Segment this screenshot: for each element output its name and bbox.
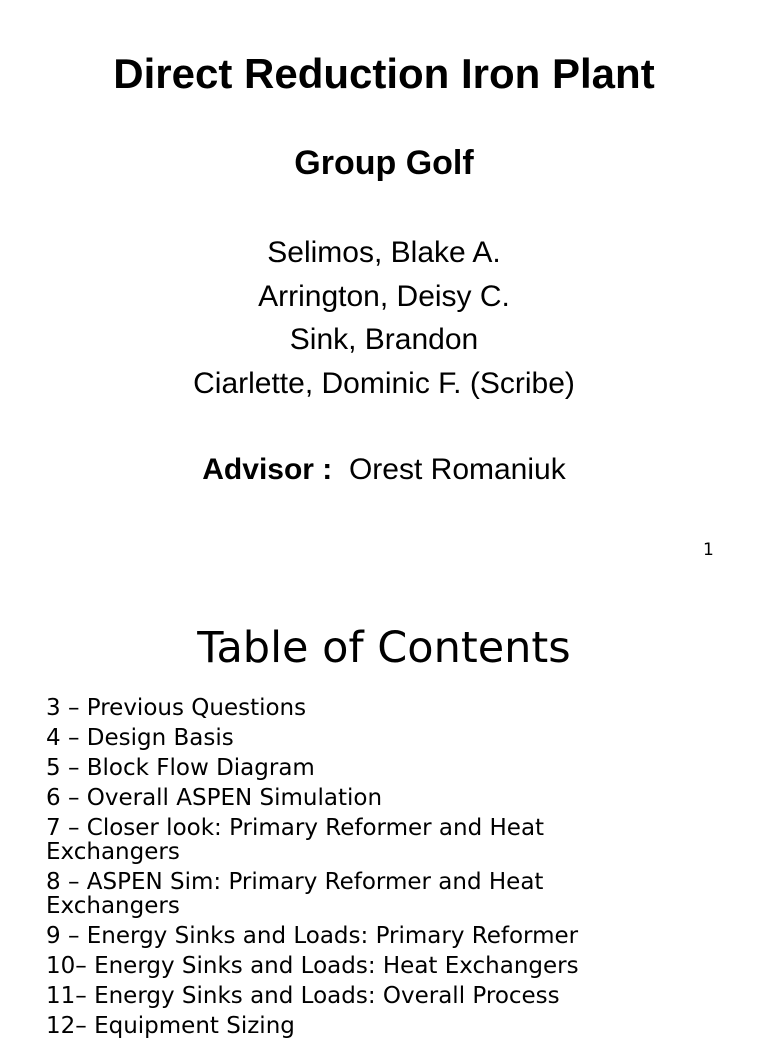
toc-item: 5 – Block Flow Diagram — [46, 755, 315, 781]
toc-item: 4 – Design Basis — [46, 725, 234, 751]
advisor-label: Advisor : — [202, 453, 333, 486]
member-name: Sink, Brandon — [289, 323, 479, 356]
document-title: Direct Reduction Iron Plant — [113, 50, 655, 97]
toc-list — [46, 696, 646, 1044]
toc-item: 7 – Closer look: Primary Reformer and Heat Exchangers — [46, 815, 545, 865]
toc-item: 9 – Energy Sinks and Loads: Primary Reformer — [46, 923, 579, 949]
group-name: Group Golf — [294, 144, 474, 182]
toc-title: Table of Contents — [197, 623, 571, 673]
toc-item: 12– Equipment Sizing — [46, 1013, 295, 1039]
member-name: Arrington, Deisy C. — [258, 279, 510, 313]
toc-slide — [0, 576, 768, 1039]
toc-item: 3 – Previous Questions — [46, 695, 307, 721]
advisor-line — [0, 450, 768, 490]
member-name: Selimos, Blake A. — [267, 236, 501, 269]
toc-item: 11– Energy Sinks and Loads: Overall Process — [46, 983, 560, 1009]
toc-item: 6 – Overall ASPEN Simulation — [46, 785, 383, 811]
advisor-name: Orest Romaniuk — [348, 453, 566, 486]
toc-item: 10– Energy Sinks and Loads: Heat Exchangers — [46, 953, 579, 979]
member-name: Ciarlette, Dominic F. (Scribe) — [193, 366, 575, 400]
page-number: 1 — [703, 540, 714, 560]
toc-item: 8 – ASPEN Sim: Primary Reformer and Heat Exchangers — [46, 869, 544, 919]
member-list — [0, 231, 768, 405]
